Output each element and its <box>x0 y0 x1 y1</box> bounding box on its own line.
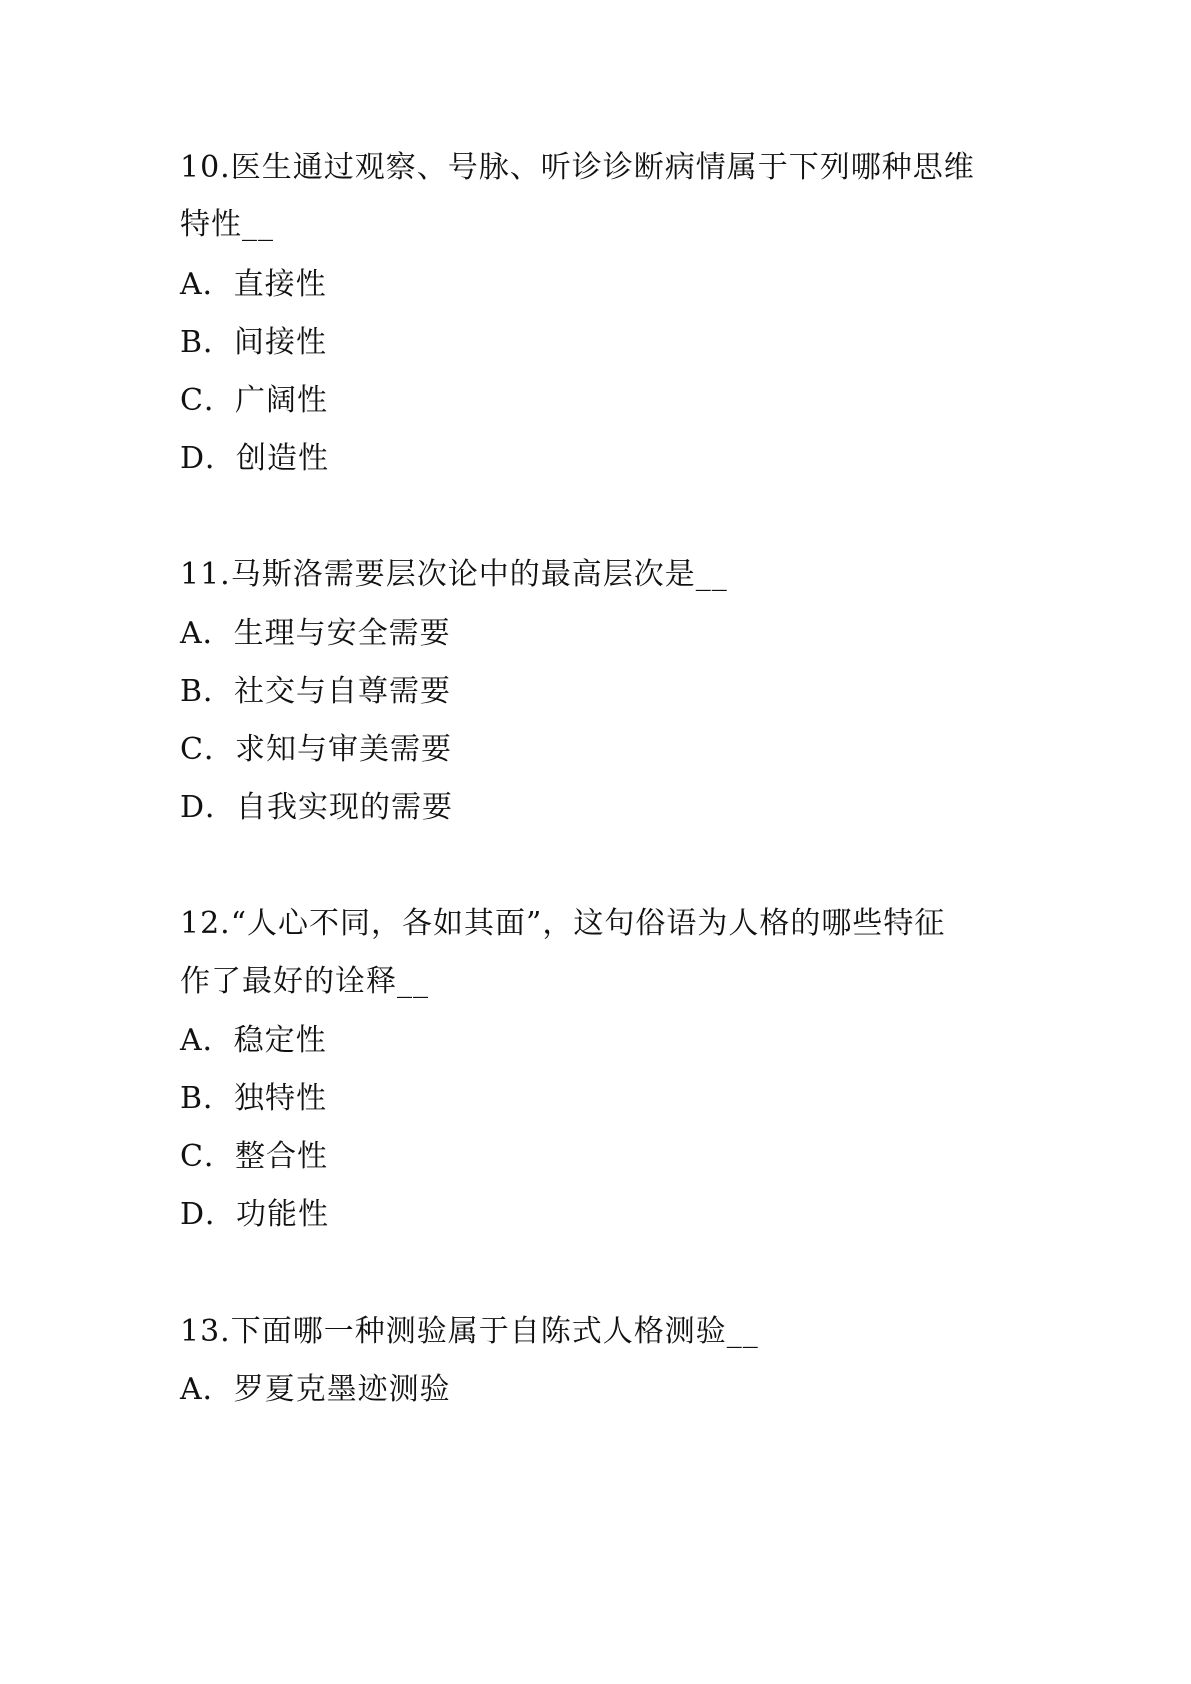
question-11-stem-line1: 11.马斯洛需要层次论中的最高层次是__ <box>180 557 728 592</box>
question-13-option-a: A．罗夏克墨迹测验 <box>180 1372 451 1407</box>
question-10-stem-line2: 特性__ <box>180 207 274 242</box>
question-11-option-a: A．生理与安全需要 <box>180 616 451 651</box>
question-12-stem-line2: 作了最好的诠释__ <box>180 964 429 999</box>
question-13-stem-line1: 13.下面哪一种测验属于自陈式人格测验__ <box>180 1314 759 1349</box>
question-12-option-c: C．整合性 <box>180 1139 328 1174</box>
question-10-option-a: A．直接性 <box>180 267 327 302</box>
question-11-option-b: B．社交与自尊需要 <box>180 674 452 709</box>
question-11-option-d: D．自我实现的需要 <box>180 790 454 825</box>
question-10-option-b: B．间接性 <box>180 325 328 360</box>
question-10-option-d: D．创造性 <box>180 441 330 476</box>
question-12-option-b: B．独特性 <box>180 1081 328 1116</box>
question-12-stem-line1: 12.“人心不同，各如其面”，这句俗语为人格的哪些特征 <box>180 906 946 941</box>
question-12-option-a: A．稳定性 <box>180 1023 327 1058</box>
question-10-option-c: C．广阔性 <box>180 383 328 418</box>
question-10-stem-line1: 10.医生通过观察、号脉、听诊诊断病情属于下列哪种思维 <box>180 150 975 185</box>
question-11-option-c: C．求知与审美需要 <box>180 732 452 767</box>
question-12-option-d: D．功能性 <box>180 1197 330 1232</box>
